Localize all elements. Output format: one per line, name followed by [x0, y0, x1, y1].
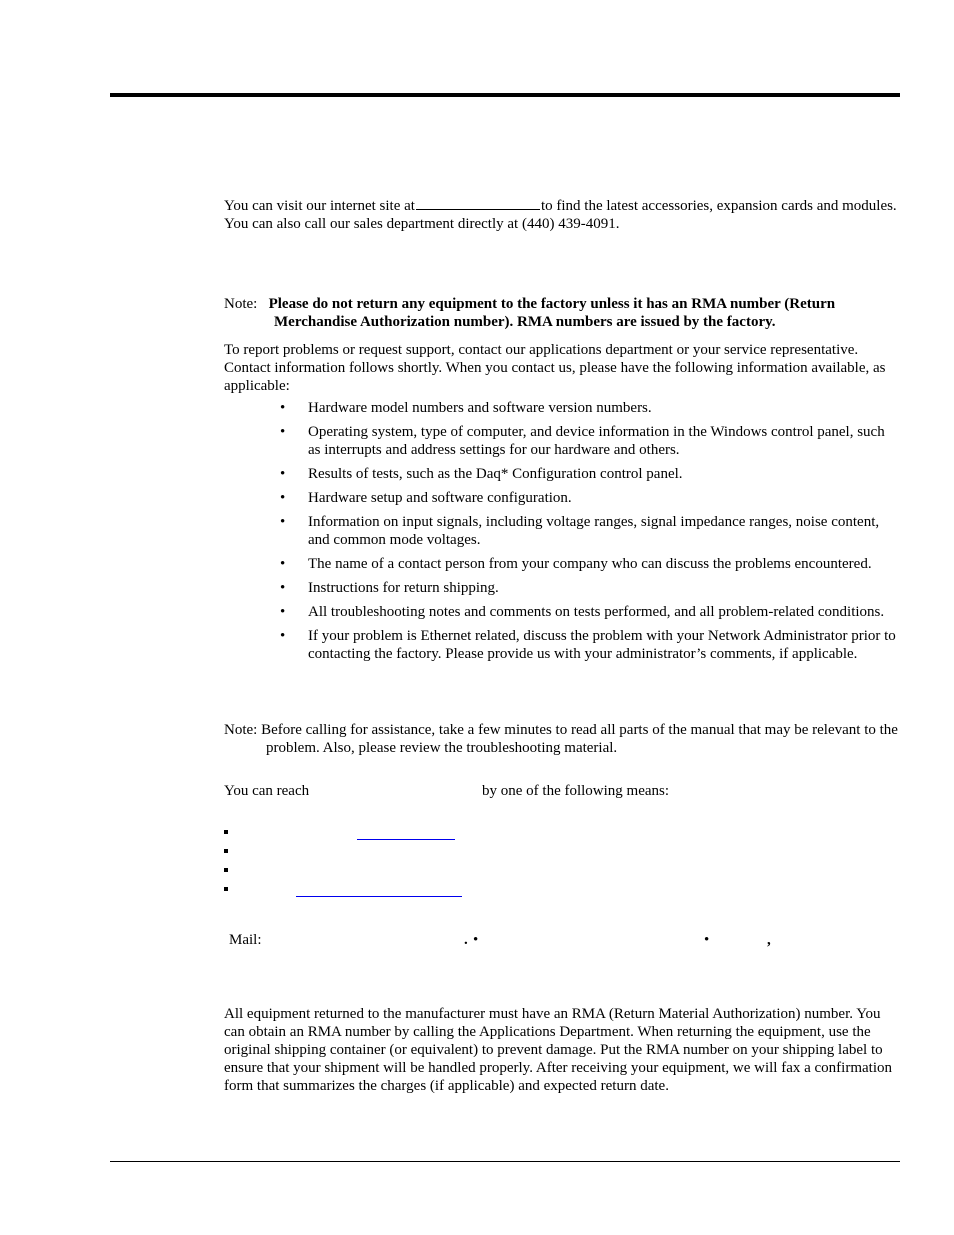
- web-link[interactable]: [357, 839, 455, 840]
- intro-text-after: to find the latest accessories, expansion cards and modules. You can also call our sales department directly at (440) 439-4091.: [224, 198, 897, 232]
- list-item: [280, 465, 900, 483]
- list-item: [280, 579, 900, 597]
- list-item: [224, 824, 624, 843]
- reach-left-text: You can reach: [224, 783, 310, 799]
- reach-right-text: by one of the following means:: [482, 783, 670, 799]
- note-label: Note: [224, 296, 254, 312]
- list-item-text: Operating system, type of computer, and device information in the Windows control panel, such as interrupts and address settings for our hardware and others.: [308, 424, 885, 458]
- square-bullet-icon: [224, 868, 228, 872]
- contact-means-list: [224, 824, 624, 900]
- bullet-icon: •: [280, 424, 286, 440]
- square-bullet-icon: [224, 830, 228, 834]
- info-checklist: [280, 399, 900, 669]
- rma-paragraph: [224, 1005, 900, 1095]
- rma-text: All equipment returned to the manufacturer must have an RMA (Return Material Authorization) number. You can obtain an RMA number by calling the Applications Department. When returning the equipment, use the original shipping container (or equivalent) to prevent damage. Put the RMA number on your shipping label to ensure that your shipment will be handled properly. After receiving your equipment, we will fax a confirmation form that summarizes the charges (if applicable) and expected return date.: [224, 1006, 892, 1094]
- reach-line: [224, 782, 900, 800]
- bullet-icon: •: [280, 628, 286, 644]
- email-link[interactable]: [296, 896, 462, 897]
- square-bullet-icon: [224, 849, 228, 853]
- bullet-icon: •: [280, 580, 286, 596]
- support-intro: [224, 341, 900, 395]
- list-item-text: Hardware setup and software configuration.: [308, 490, 572, 506]
- list-item: [280, 489, 900, 507]
- list-item-text: Information on input signals, including voltage ranges, signal impedance ranges, noise content, and common mode voltages.: [308, 514, 880, 548]
- bullet-icon: •: [280, 514, 286, 530]
- mail-separator-icon: •: [704, 932, 710, 948]
- list-item: [224, 843, 624, 862]
- bullet-icon: •: [280, 490, 286, 506]
- note-rma: [224, 295, 900, 331]
- support-intro-text: To report problems or request support, contact our applications department or your service representative. Contact information follows shortly. When you contact us, please have the following information available, as applicable:: [224, 342, 886, 394]
- square-bullet-icon: [224, 887, 228, 891]
- list-item: [224, 862, 624, 881]
- list-item: [280, 627, 900, 663]
- note-label: Note: [224, 722, 254, 738]
- intro-paragraph: [224, 196, 900, 233]
- list-item: [280, 555, 900, 573]
- list-item-text: All troubleshooting notes and comments on tests performed, and all problem-related conditions.: [308, 604, 885, 620]
- website-blank: [416, 196, 540, 210]
- mail-label: Mail:: [229, 932, 262, 948]
- note-colon: :: [253, 296, 258, 312]
- list-item: [280, 399, 900, 417]
- list-item-text: Hardware model numbers and software version numbers.: [308, 400, 652, 416]
- mail-comma: ,: [767, 932, 771, 948]
- mail-period: .: [464, 932, 468, 948]
- mail-separator-icon: •: [473, 932, 479, 948]
- list-item-text: If your problem is Ethernet related, discuss the problem with your Network Administrator prior to contacting the factory. Please provide us with your administrator’s comments, if applicable.: [308, 628, 896, 662]
- note-assistance: [224, 721, 900, 757]
- header-rule: [110, 93, 900, 97]
- list-item: [280, 423, 900, 459]
- bullet-icon: •: [280, 466, 286, 482]
- intro-text-before: You can visit our internet site at: [224, 198, 415, 214]
- note-assistance-text: : Before calling for assistance, take a few minutes to read all parts of the manual that may be relevant to the problem. Also, please review the troubleshooting material.: [253, 722, 898, 756]
- bullet-icon: •: [280, 400, 286, 416]
- list-item-text: Results of tests, such as the Daq* Configuration control panel.: [308, 466, 683, 482]
- note-rma-text: Please do not return any equipment to the factory unless it has an RMA number (Return Merchandise Authorization number). RMA numbers are issued by the factory.: [268, 296, 836, 330]
- list-item: [280, 513, 900, 549]
- mail-line: [229, 931, 829, 951]
- bullet-icon: •: [280, 604, 286, 620]
- list-item-text: The name of a contact person from your company who can discuss the problems encountered.: [308, 556, 872, 572]
- list-item: [224, 881, 624, 900]
- bullet-icon: •: [280, 556, 286, 572]
- list-item: [280, 603, 900, 621]
- footer-rule: [110, 1161, 900, 1162]
- list-item-text: Instructions for return shipping.: [308, 580, 499, 596]
